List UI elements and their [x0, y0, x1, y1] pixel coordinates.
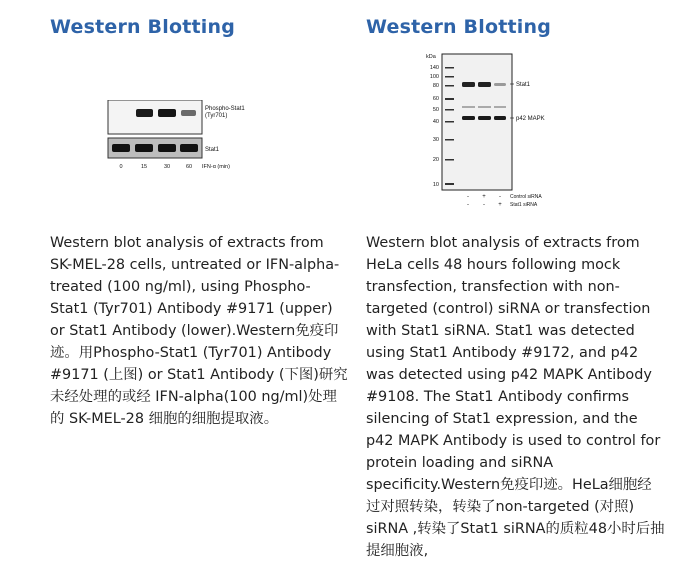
marker-10: 10: [432, 182, 439, 188]
marker-30: 30: [432, 137, 439, 143]
right-caption: Western blot analysis of extracts from HeLa cells 48 hours following mock transfection, transfection with non-targeted (control) siRNA or transfection with Stat1 siRNA. Stat1 was detected using Stat1 Antibody #9172, and p42 was detected using p42 MAPK Antibody #9108. The Stat1 Antibody confirms silencing of Stat1 expression, and the p42 MAPK Antibody is used to control for protein loading and siRNA specificity.Western免疫印迹。HeLa细胞经过对照转染，转染了non-targeted (对照) siRNA ,转染了Stat1 siRNA的质粒48小时后抽提细胞液,: [366, 235, 665, 559]
sign-r1-l2: +: [482, 194, 486, 200]
sign-r2-l1: -: [467, 202, 469, 208]
row1-label: Control siRNA: [510, 194, 542, 200]
sign-r1-l1: -: [467, 194, 469, 200]
lane-label-30: 30: [163, 164, 171, 170]
left-caption: Western blot analysis of extracts from SK-MEL-28 cells, untreated or IFN-alpha-treated (100 ng/ml), using Phospho-Stat1 (Tyr701) Antibody #9171 (upper) or Stat1 Antibody (lower).Western免疫印迹。用Phospho-Stat1 (Tyr701) Antibody #9171 (上图) or Stat1 Antibody (下图)研究未经处理的或经 IFN-alpha(100 ng/ml)处理的 SK-MEL-28 细胞的细胞提取液。: [50, 235, 348, 427]
lane-label-0: 0: [119, 164, 123, 170]
kda-label: kDa: [426, 54, 436, 60]
marker-100: 100: [429, 74, 439, 80]
left-heading: Western Blotting: [50, 16, 236, 38]
marker-20: 20: [432, 157, 439, 163]
left-blot-image: [106, 100, 306, 172]
band-label-stat1: Stat1: [516, 82, 531, 88]
lane-axis-label: IFN-α (min): [202, 164, 230, 170]
sign-r2-l2: -: [483, 202, 485, 208]
band-label-p42-mapk: p42 MAPK: [516, 116, 545, 122]
row2-label: Stat1 siRNA: [510, 202, 538, 208]
blot-label-tyr701: (Tyr701): [205, 113, 228, 119]
right-blot-image: [422, 50, 622, 215]
blot-label-stat1: Stat1: [205, 147, 220, 153]
marker-60: 60: [432, 96, 439, 102]
marker-50: 50: [432, 107, 439, 113]
lane-label-60: 60: [185, 164, 193, 170]
sign-r1-l3: -: [499, 194, 501, 200]
lane-label-15: 15: [140, 164, 148, 170]
marker-80: 80: [432, 83, 439, 89]
right-heading: Western Blotting: [366, 16, 552, 38]
marker-40: 40: [432, 119, 439, 125]
sign-r2-l3: +: [498, 202, 502, 208]
blot-label-phospho-stat1: Phospho-Stat1: [205, 106, 245, 112]
marker-140: 140: [429, 65, 439, 71]
